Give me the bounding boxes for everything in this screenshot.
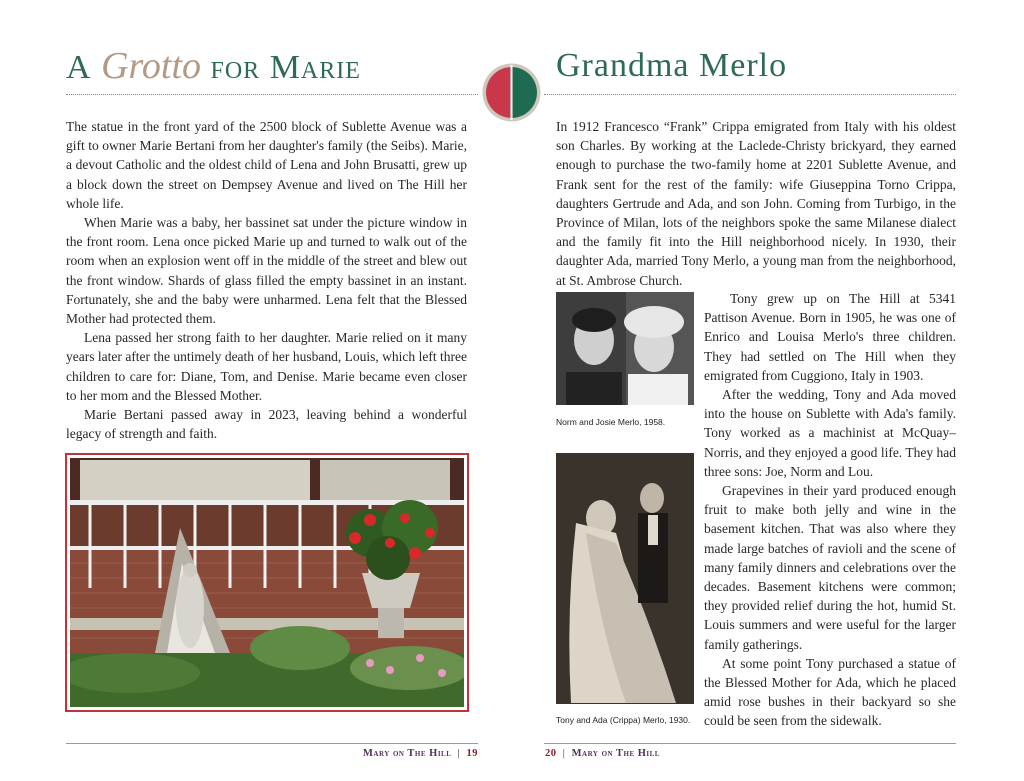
right-column-paragraph: At some point Tony purchased a statue of the Blessed Mother for Ada, which he placed amid rose bushes in their backyard so she could be seen from the sidewalk. xyxy=(704,655,956,729)
left-paragraph: The statue in the front yard of the 2500 block of Sublette Avenue was a gift to owner Marie Bertani from her daughter's family (the Seibs). Marie, a devout Catholic and the oldest child of Lena and John Brusatti, grew up a block down the street on Dempsey Avenue and lived on The Hill her whole life. xyxy=(66,119,467,211)
page-number: 20 xyxy=(545,748,557,759)
right-intro-paragraph: In 1912 Francesco “Frank” Crippa emigrated from Italy with his oldest son Charles. By working at the Laclede-Christy brickyard, they earned enough to purchase the two-family home at 2201 Sublette Avenue, and Frank sent for the rest of the family: wife Giuseppina Torno Crippa, daughters Gertrude and Ada, and son John. Coming from Turbigo, in the Province of Milan, lots of the neighbors spoke the same Milanese dialect and the family fit into the Hill neighborhood nicely. In 1930, their daughter Ada, married Tony Merlo, a young man from the neighborhood, at St. Ambrose Church. xyxy=(556,119,956,288)
tony-ada-photo-image xyxy=(556,453,694,704)
tony-ada-photo xyxy=(556,453,694,704)
title-script-word: Grotto xyxy=(101,45,201,87)
title-rest: for Marie xyxy=(210,49,361,86)
right-column-paragraph: After the wedding, Tony and Ada moved into the house on Sublette with Ada's family. Tony worked as a machinist at McQuay–Norris, and they enjoyed a good life. They had three sons: Joe, Norm and Lou. xyxy=(704,387,956,479)
footer-book-title: Mary on The Hill xyxy=(363,748,452,759)
footer-book-title: Mary on The Hill xyxy=(571,748,660,759)
left-body-text xyxy=(66,117,467,443)
right-title-rule xyxy=(544,94,956,95)
right-column-paragraph: Grapevines in their yard produced enough fruit to make both jelly and wine in the basement kitchen. That was also where they made large batches of ravioli and the scene of many family dinners and celebrations over the decades. Basement kitchens were common; they provided relief during the hot, humid St. Louis summers and were useful for the larger family gatherings. xyxy=(704,483,956,652)
left-title-rule xyxy=(66,94,478,95)
badge-circle-icon xyxy=(482,63,541,122)
grotto-photo xyxy=(65,453,469,712)
left-paragraph: Marie Bertani passed away in 2023, leaving behind a wonderful legacy of strength and faith. xyxy=(66,407,467,442)
right-footer xyxy=(545,748,660,759)
grotto-photo-image xyxy=(70,458,464,707)
footer-separator: | xyxy=(559,748,569,759)
footer-separator: | xyxy=(454,748,464,759)
norm-josie-photo-image xyxy=(556,292,694,405)
left-paragraph: Lena passed her strong faith to her daughter. Marie relied on it many years later after the untimely death of her husband, Louis, which left three children to care for: Diane, Tom, and Denise. Marie became even closer to her mom and the Blessed Mother. xyxy=(66,330,467,403)
caption-norm-josie: Norm and Josie Merlo, 1958. xyxy=(556,417,666,427)
left-footer xyxy=(363,748,478,759)
norm-josie-photo xyxy=(556,292,694,405)
right-column-paragraph: Tony grew up on The Hill at 5341 Pattison Avenue. Born in 1905, he was one of Enrico and Louisa Merlo's three children. They had settled on The Hill when they emigrated from Cuggiono, Italy in 1903. xyxy=(704,291,956,383)
center-badge xyxy=(482,63,541,122)
left-footer-rule xyxy=(66,743,478,744)
right-column-text xyxy=(704,289,956,731)
caption-tony-ada: Tony and Ada (Crippa) Merlo, 1930. xyxy=(556,715,691,725)
left-paragraph: When Marie was a baby, her bassinet sat under the picture window in the front room. Lena once picked Marie up and turned to walk out of the room when an explosion went off in the middle of the street and blew out the front window. Shards of glass filled the empty bassinet in an instant. Fortunately, she and the baby were unharmed. Lena felt that the Blessed Mother had protected them. xyxy=(66,215,467,327)
title-word-a: A xyxy=(66,49,92,86)
left-page-title xyxy=(66,46,361,88)
page-number: 19 xyxy=(466,748,478,759)
right-page-title: Grandma Merlo xyxy=(556,47,788,84)
right-intro-text xyxy=(556,117,956,290)
right-footer-rule xyxy=(544,743,956,744)
